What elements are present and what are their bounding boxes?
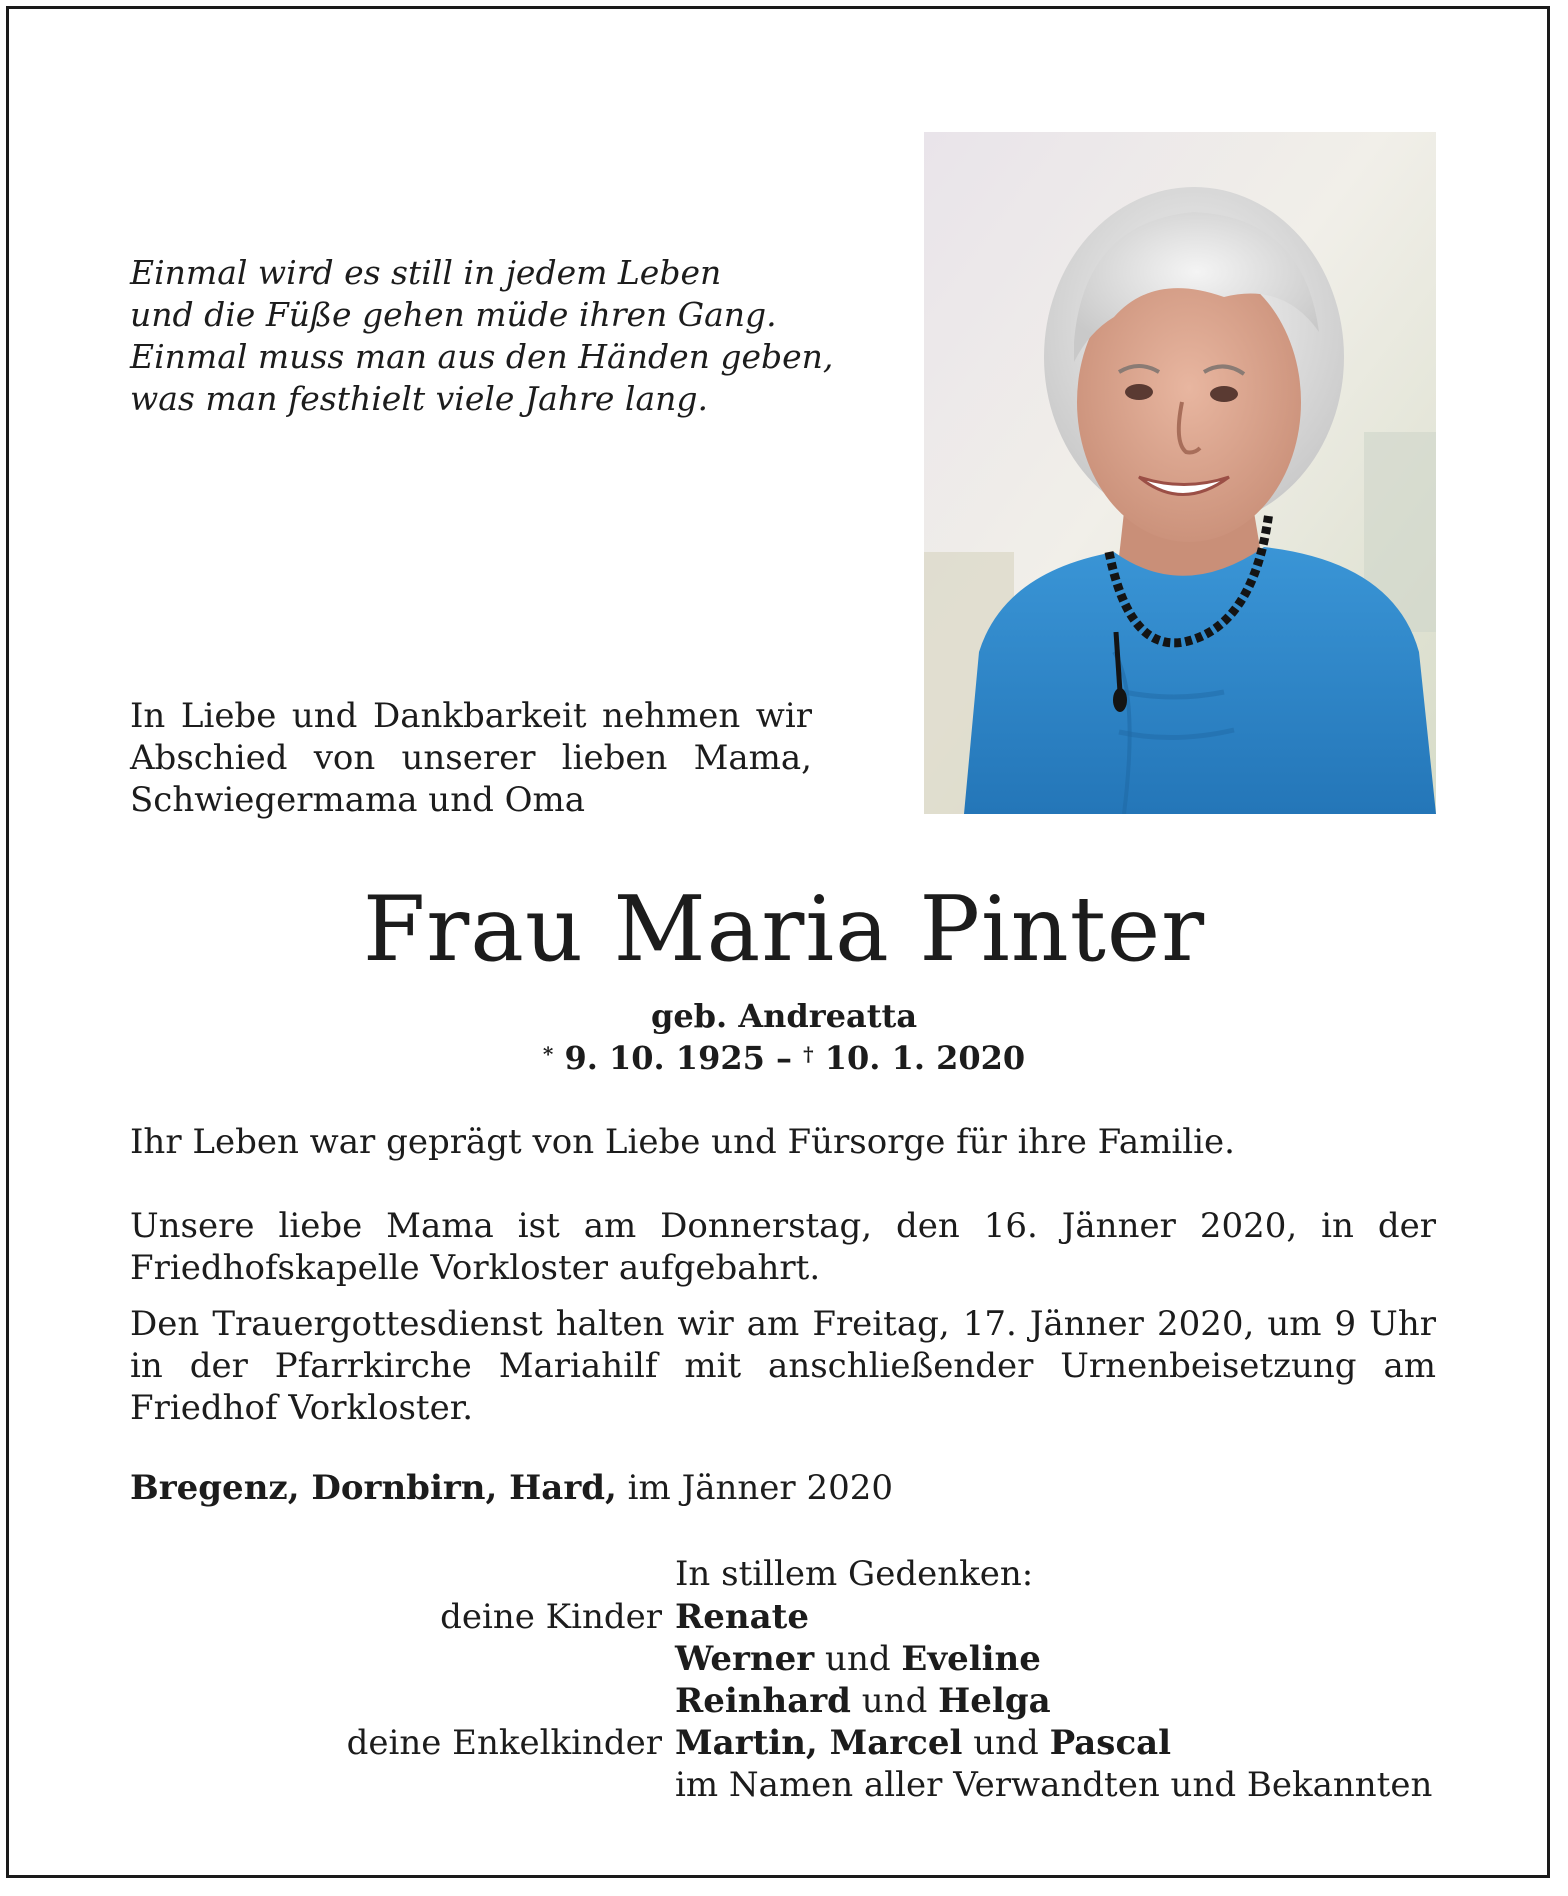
and-word: und xyxy=(825,1639,891,1679)
partner-name: Helga xyxy=(938,1681,1051,1721)
birth-symbol: * xyxy=(542,1042,554,1066)
child-names xyxy=(675,1680,1051,1722)
and-word: und xyxy=(973,1723,1039,1763)
poem-line: Einmal muss man aus den Händen geben, xyxy=(130,337,834,376)
children-label: deine Kinder xyxy=(440,1597,662,1637)
maiden-name: geb. Andreatta xyxy=(650,997,918,1035)
place-towns: Bregenz, Dornbirn, Hard, xyxy=(130,1468,617,1508)
child-names xyxy=(675,1638,1041,1680)
poem-line: Einmal wird es still in jedem Leben xyxy=(130,253,722,292)
poem-line: was man festhielt viele Jahre lang. xyxy=(130,379,708,418)
child-name: Werner xyxy=(675,1639,815,1679)
grandchild-name: Pascal xyxy=(1049,1723,1172,1763)
closing-line: im Namen aller Verwandten und Bekannten xyxy=(675,1765,1433,1805)
child-name: Renate xyxy=(675,1597,809,1637)
viewing-text: Unsere liebe Mama ist am Donnerstag, den 16. Jänner 2020, in der Friedhofskapelle Vorkloster aufgebahrt. xyxy=(130,1206,1436,1288)
intro-text: In Liebe und Dankbarkeit nehmen wir Abschied von unserer lieben Mama, Schwiegermama und Oma xyxy=(130,696,812,820)
portrait-photo xyxy=(924,132,1436,814)
poem xyxy=(130,252,850,420)
death-symbol: † xyxy=(803,1042,814,1066)
grandchild-name: Martin, Marcel xyxy=(675,1723,963,1763)
partner-name: Eveline xyxy=(901,1639,1041,1679)
child-names xyxy=(675,1596,809,1638)
and-word: und xyxy=(861,1681,928,1721)
child-name: Reinhard xyxy=(675,1681,851,1721)
signature-heading: In stillem Gedenken: xyxy=(675,1554,1034,1594)
death-date: 10. 1. 2020 xyxy=(824,1039,1026,1077)
grandchild-names xyxy=(675,1722,1171,1764)
date-dash: – xyxy=(776,1039,792,1077)
place-month: im Jänner 2020 xyxy=(627,1468,893,1508)
deceased-name: Frau Maria Pinter xyxy=(362,877,1206,982)
poem-line: und die Füße gehen müde ihren Gang. xyxy=(130,295,777,334)
life-text: Ihr Leben war geprägt von Liebe und Fürsorge für ihre Familie. xyxy=(130,1122,1235,1162)
birth-date: 9. 10. 1925 xyxy=(564,1039,765,1077)
grandchildren-label: deine Enkelkinder xyxy=(346,1723,662,1763)
life-dates xyxy=(0,1038,1568,1078)
service-text: Den Trauergottesdienst halten wir am Freitag, 17. Jänner 2020, um 9 Uhr in der Pfarrkirche Mariahilf mit anschließender Urnenbeisetzung am Friedhof Vorkloster. xyxy=(130,1304,1436,1428)
place-date xyxy=(130,1467,893,1509)
